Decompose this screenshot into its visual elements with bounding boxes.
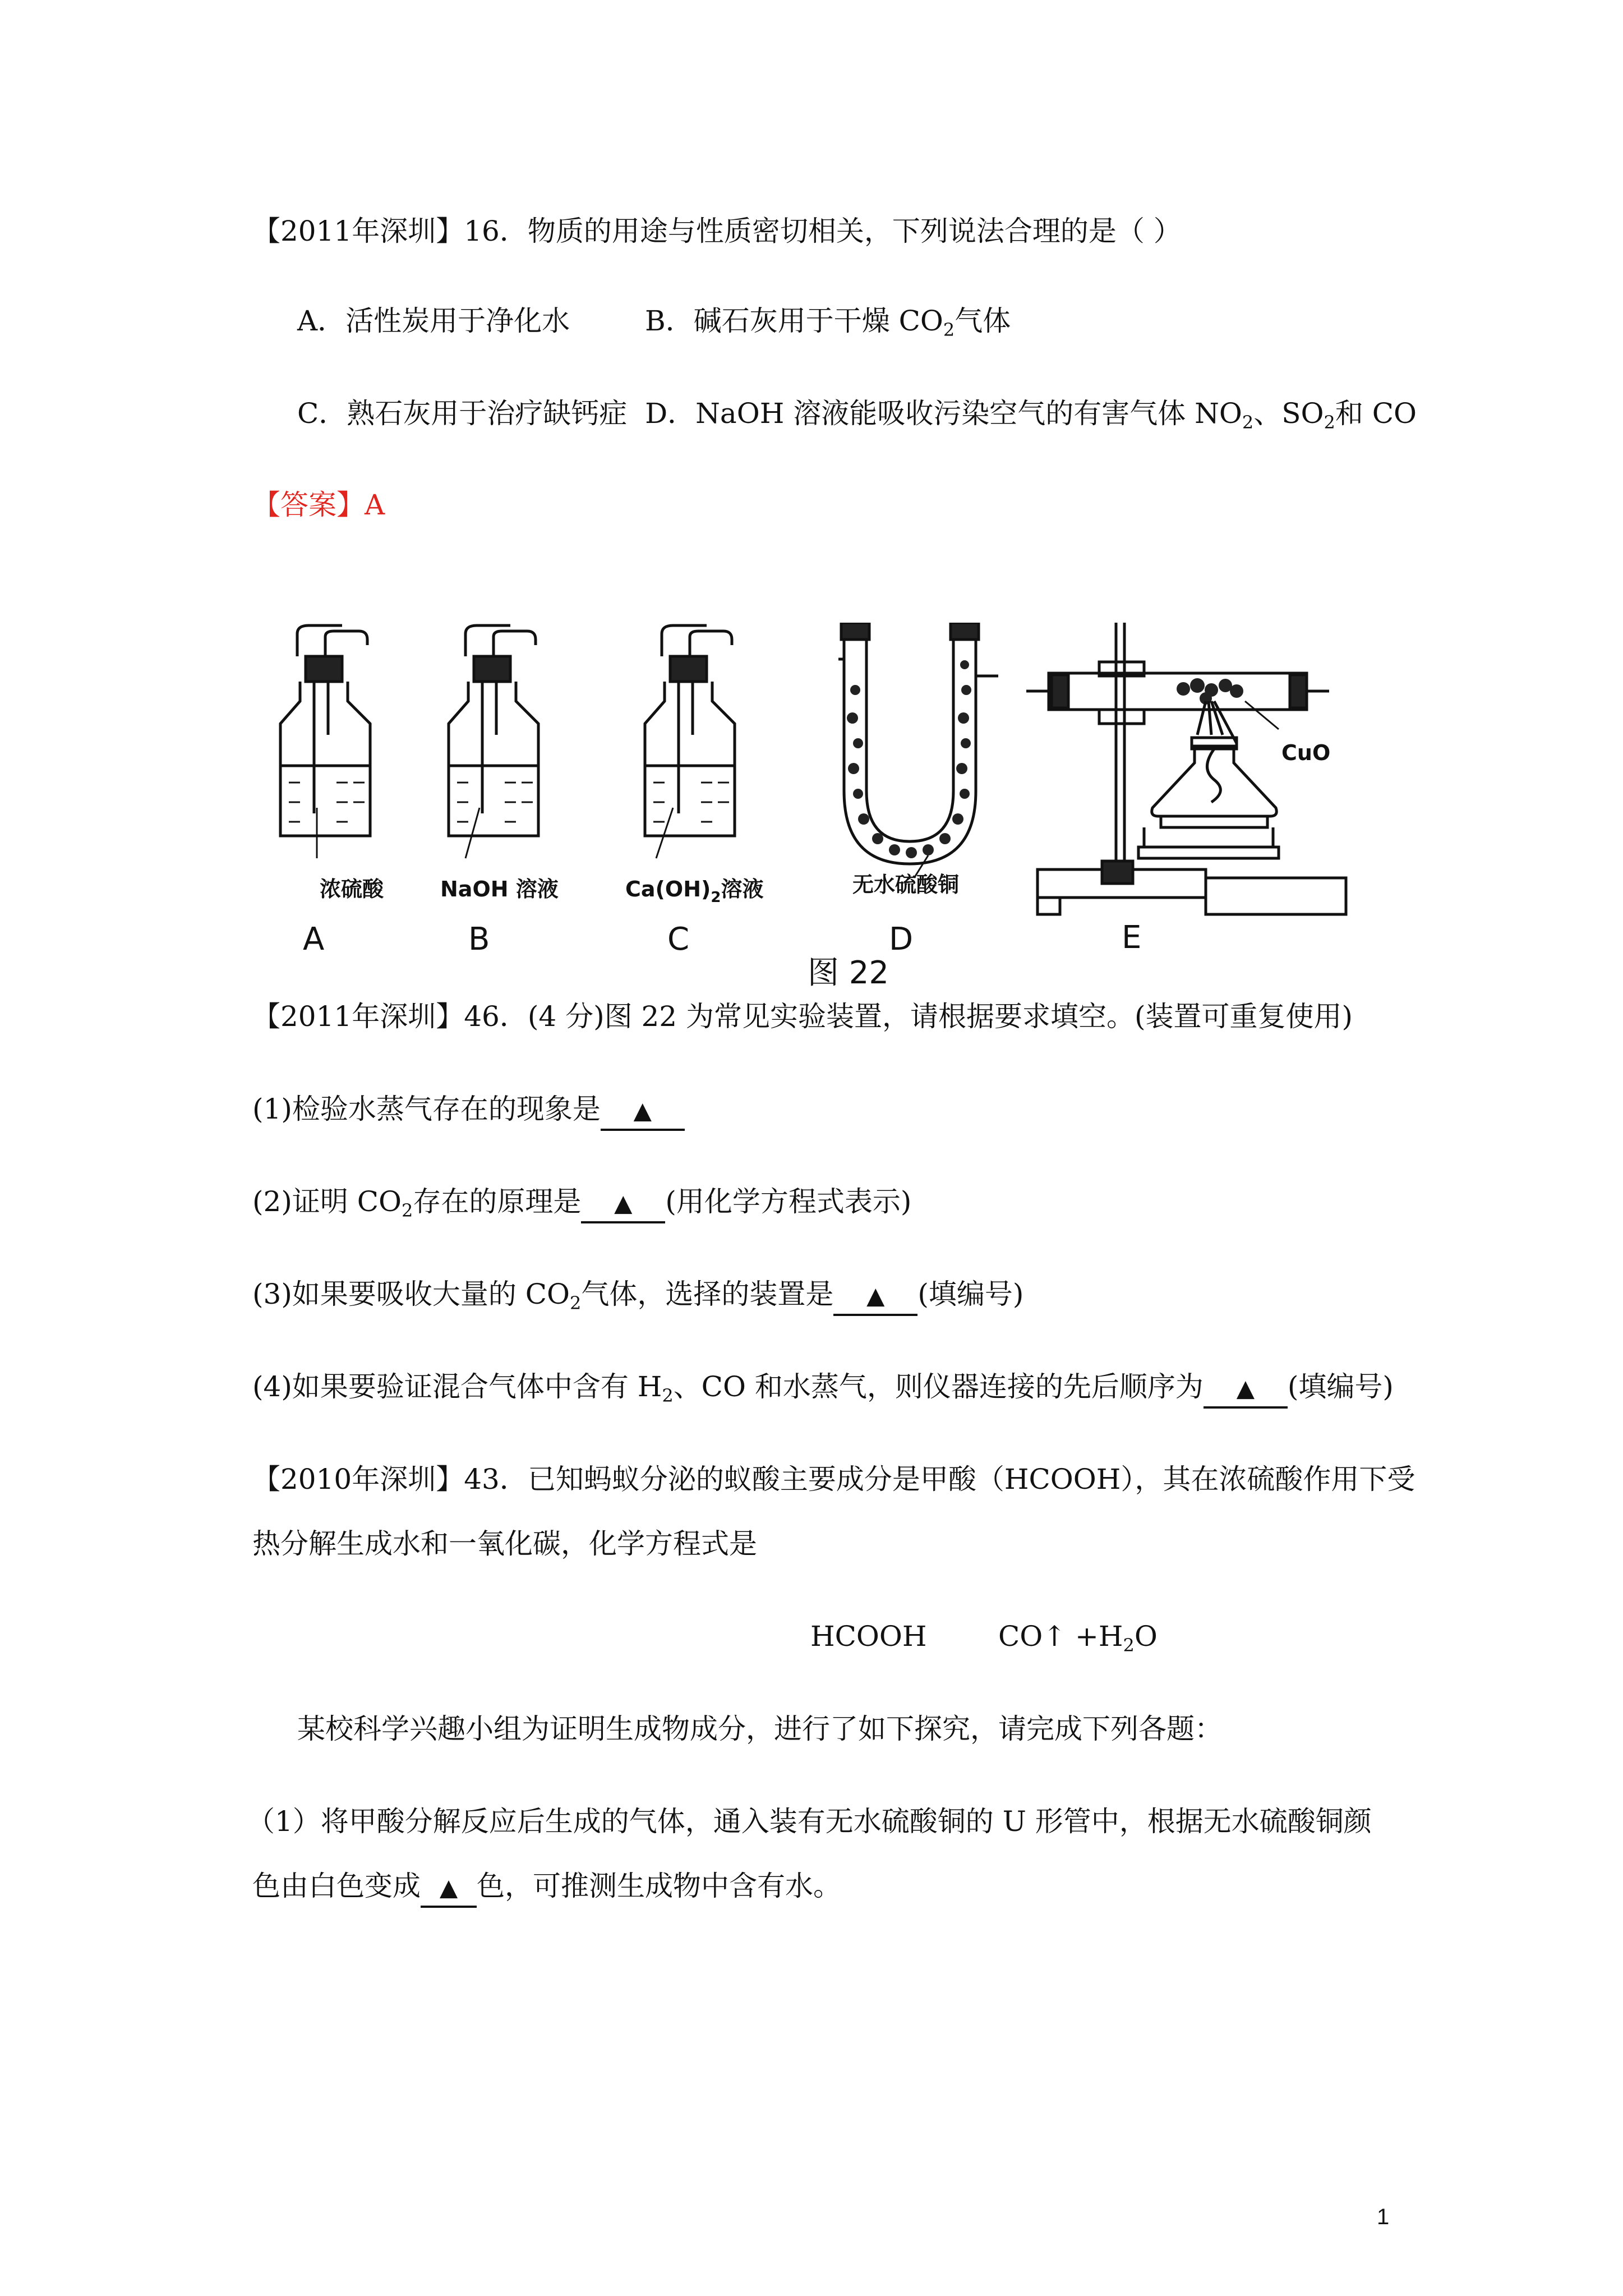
q43-stem-line2 <box>252 1526 757 1562</box>
letter-e: E <box>1122 919 1142 956</box>
q16-option-a <box>297 303 570 339</box>
bottle-a <box>280 625 370 858</box>
q46-stem-line <box>252 999 1353 1034</box>
q46-sub2: (2)证明 $CO_2$存在的原理是 ▲ (用化学方程式表示) <box>252 1184 911 1223</box>
answer-blank-1[interactable]: ▲ <box>601 1091 685 1131</box>
bottle-c <box>645 625 735 858</box>
option-d-text-end: 和 CO <box>1335 397 1417 430</box>
q43-source: 【2010年深圳】 <box>252 1463 464 1496</box>
q46-s2-text: (2)证明 CO <box>252 1185 402 1218</box>
q46-s4-text: (4)如果要验证混合气体中含有 H <box>252 1370 662 1403</box>
answer-blank-5[interactable]: ▲ <box>421 1868 477 1908</box>
q46-s1-text: (1)检验水蒸气存在的现象是 <box>252 1093 601 1125</box>
label-a-sub: 浓硫酸 <box>320 877 384 901</box>
option-c-text: C．熟石灰用于治疗缺钙症 <box>297 397 628 430</box>
q46-stem: 46．(4 分)图 22 为常见实验装置，请根据要求填空。(装置可重复使用) <box>464 1000 1353 1033</box>
q43-stem2: 热分解生成水和一氧化碳，化学方程式是 <box>252 1527 757 1560</box>
label-d-sub: 无水硫酸铜 <box>852 872 960 897</box>
q46-s4-post: (填编号) <box>1287 1370 1394 1403</box>
option-b-text: B．碱石灰用于干燥 CO <box>645 305 943 337</box>
q46-source: 【2011年深圳】 <box>252 1000 464 1033</box>
label-e-cuo: CuO <box>1281 740 1331 765</box>
q46-s4-mid: 、CO 和水蒸气，则仪器连接的先后顺序为 <box>673 1370 1204 1403</box>
letter-d: D <box>889 921 914 958</box>
option-d-text-mid: 、SO <box>1253 397 1324 430</box>
answer-label: 【答案】 <box>252 489 365 521</box>
answer-blank-2[interactable]: ▲ <box>581 1184 665 1223</box>
q46-s2-post: (用化学方程式表示) <box>665 1185 912 1218</box>
q43-part1-line1: （1）将甲酸分解反应后生成的气体，通入装有无水硫酸铜的 U 形管中，根据无水硫酸铜颜 <box>247 1805 1372 1838</box>
q43-part1-line2: 色由白色变成 ▲ 色，可推测生成物中含有水。 <box>252 1868 841 1908</box>
q16-option-b: B．碱石灰用于干燥 $CO_2$气体 <box>645 305 1011 341</box>
option-d-text: D．NaOH 溶液能吸收污染空气的有害气体 NO <box>645 397 1242 430</box>
figure-caption: 图 22 <box>808 955 889 987</box>
letter-c: C <box>667 921 690 958</box>
letter-a: A <box>303 921 325 958</box>
label-c-sub: $Ca(OH)_2$溶液 <box>625 877 764 906</box>
q16-answer <box>252 487 385 523</box>
u-tube-d <box>838 623 998 878</box>
q46-s3-mid: 气体，选择的装置是 <box>581 1278 834 1310</box>
q43-stem-line1 <box>252 1461 1415 1497</box>
q46-sub4: (4)如果要验证混合气体中含有 $H_2$、CO 和水蒸气，则仪器连接的先后顺序为 ▲ (填编号) <box>252 1369 1394 1409</box>
page-number: 1 <box>1377 2205 1390 2229</box>
q46-s3-text: (3)如果要吸收大量的 CO <box>252 1278 570 1310</box>
q46-sub3: (3)如果要吸收大量的 $CO_2$气体，选择的装置是 ▲ (填编号) <box>252 1276 1023 1316</box>
letter-b: B <box>468 921 490 958</box>
q16-stem: 16．物质的用途与性质密切相关，下列说法合理的是（ ） <box>464 215 1182 247</box>
answer-blank-4[interactable]: ▲ <box>1204 1369 1288 1409</box>
q16-source: 【2011年深圳】 <box>252 215 464 247</box>
equation-right: CO↑ $+H_2O$ <box>998 1620 1158 1656</box>
answer-value: A <box>365 489 385 521</box>
q43-intro: 某校科学兴趣小组为证明生成物成分，进行了如下探究，请完成下列各题： <box>297 1713 1223 1745</box>
label-b-sub: NaOH 溶液 <box>440 877 559 901</box>
option-a-text: A．活性炭用于净化水 <box>297 305 570 337</box>
q46-sub1 <box>252 1091 685 1131</box>
equation-left: HCOOH <box>810 1620 927 1653</box>
q16-stem-line <box>252 213 1182 249</box>
option-b-text-end: 气体 <box>955 305 1011 337</box>
answer-blank-3[interactable]: ▲ <box>833 1276 917 1316</box>
q43-stem1: 43．已知蚂蚁分泌的蚁酸主要成分是甲酸（HCOOH），其在浓硫酸作用下受 <box>464 1463 1415 1496</box>
q46-s3-post: (填编号) <box>917 1278 1024 1310</box>
bottle-b <box>449 625 538 858</box>
q46-s2-mid: 存在的原理是 <box>413 1185 582 1218</box>
figure-22-apparatus <box>252 623 1352 987</box>
q16-options-cd: C．熟石灰用于治疗缺钙症 D．NaOH 溶液能吸收污染空气的有害气体 $NO_2$、$SO_2$和 CO <box>297 397 1417 433</box>
heating-apparatus-e <box>1026 623 1346 914</box>
